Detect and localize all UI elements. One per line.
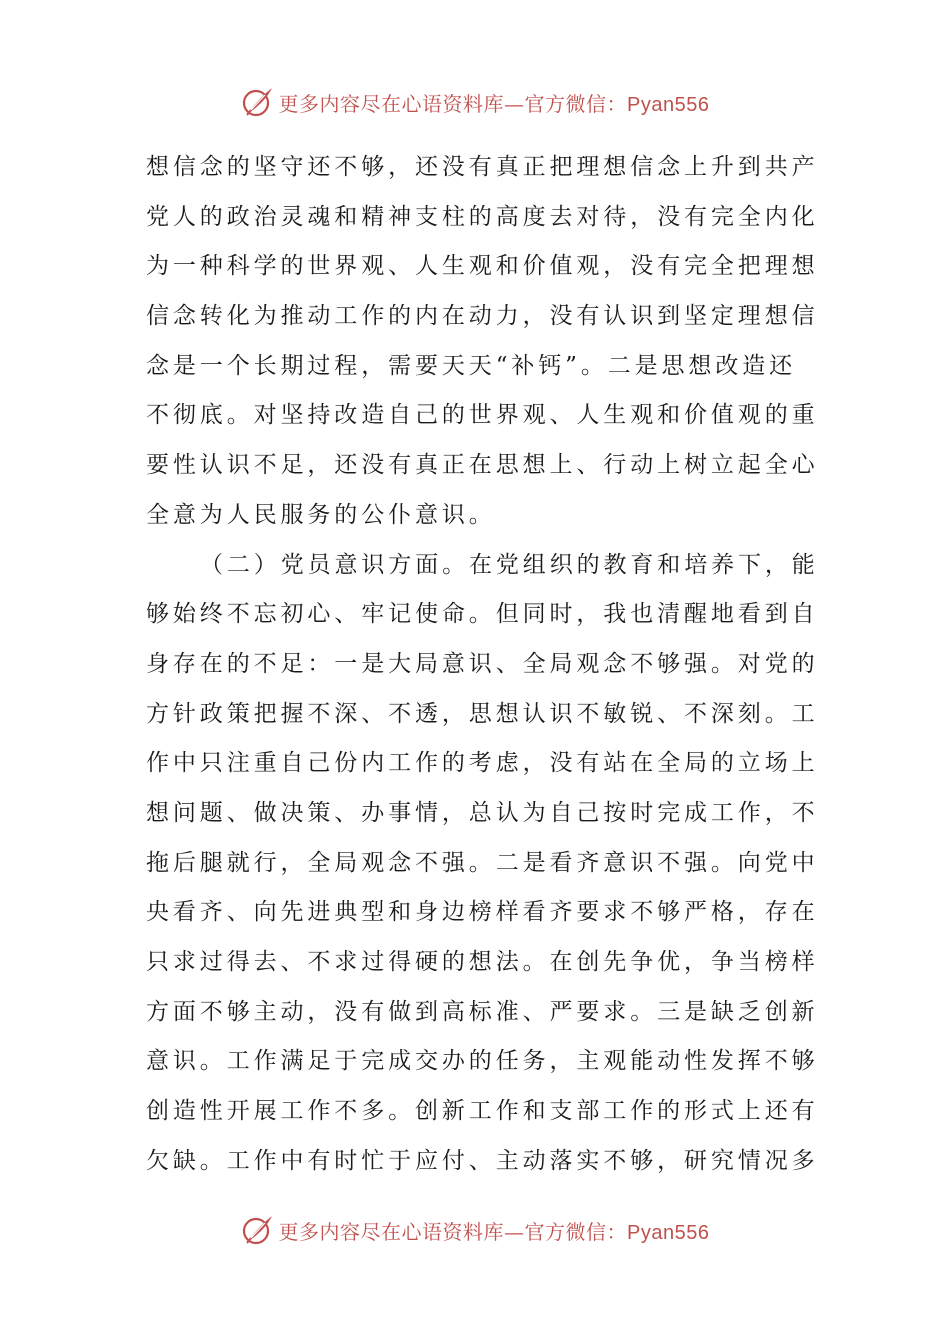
paragraph-heading-line: （二）党员意识方面。在党组织的教育和培养下，能 <box>200 551 819 578</box>
quill-pen-logo-icon <box>241 1213 275 1247</box>
text-line: 身存在的不足：一是大局意识、全局观念不够强。对党的 <box>146 650 819 677</box>
text-line: 要性认识不足，还没有真正在思想上、行动上树立起全心 <box>146 452 819 479</box>
header-watermark-banner <box>0 82 950 122</box>
text-line: 作中只注重自己份内工作的考虑，没有站在全局的立场上 <box>146 750 819 777</box>
text-line: 不彻底。对坚持改造自己的世界观、人生观和价值观的重 <box>146 402 819 429</box>
text-line: 方面不够主动，没有做到高标准、严要求。三是缺乏创新 <box>146 998 819 1025</box>
text-line: 念是一个长期过程，需要天天“补钙”。二是思想改造还 <box>146 352 797 379</box>
watermark-text <box>279 1216 710 1245</box>
text-line: 党人的政治灵魂和精神支柱的高度去对待，没有完全内化 <box>146 203 819 230</box>
text-line: 方针政策把握不深、不透，思想认识不敏锐、不深刻。工 <box>146 700 819 727</box>
text-line: 全意为人民服务的公仆意识。 <box>146 501 496 528</box>
text-line: 信念转化为推动工作的内在动力，没有认识到坚定理想信 <box>146 303 819 330</box>
text-line: 欠缺。工作中有时忙于应付、主动落实不够，研究情况多 <box>146 1147 819 1174</box>
quill-pen-logo-icon <box>241 85 275 119</box>
text-line: 创造性开展工作不多。创新工作和支部工作的形式上还有 <box>146 1098 819 1125</box>
text-line: 想问题、做决策、办事情，总认为自己按时完成工作，不 <box>146 799 819 826</box>
text-line: 意识。工作满足于完成交办的任务，主观能动性发挥不够 <box>146 1048 819 1075</box>
watermark-text-cn: 更多内容尽在心语资料库—官方微信： <box>278 1219 628 1244</box>
text-line: 够始终不忘初心、牢记使命。但同时，我也清醒地看到自 <box>146 601 819 628</box>
watermark-text-cn: 更多内容尽在心语资料库—官方微信： <box>278 91 628 116</box>
footer-watermark-banner <box>0 1210 950 1250</box>
document-body <box>146 143 819 1186</box>
text-line: 拖后腿就行，全局观念不强。二是看齐意识不强。向党中 <box>146 849 819 876</box>
text-line: 央看齐、向先进典型和身边榜样看齐要求不够严格，存在 <box>146 899 819 926</box>
watermark-wechat-id: Pyan556 <box>627 1221 710 1244</box>
watermark-text <box>279 88 710 117</box>
watermark-wechat-id: Pyan556 <box>627 93 710 116</box>
text-line: 只求过得去、不求过得硬的想法。在创先争优，争当榜样 <box>146 949 819 975</box>
text-line: 为一种科学的世界观、人生观和价值观，没有完全把理想 <box>146 253 819 280</box>
text-line: 想信念的坚守还不够，还没有真正把理想信念上升到共产 <box>146 154 819 180</box>
